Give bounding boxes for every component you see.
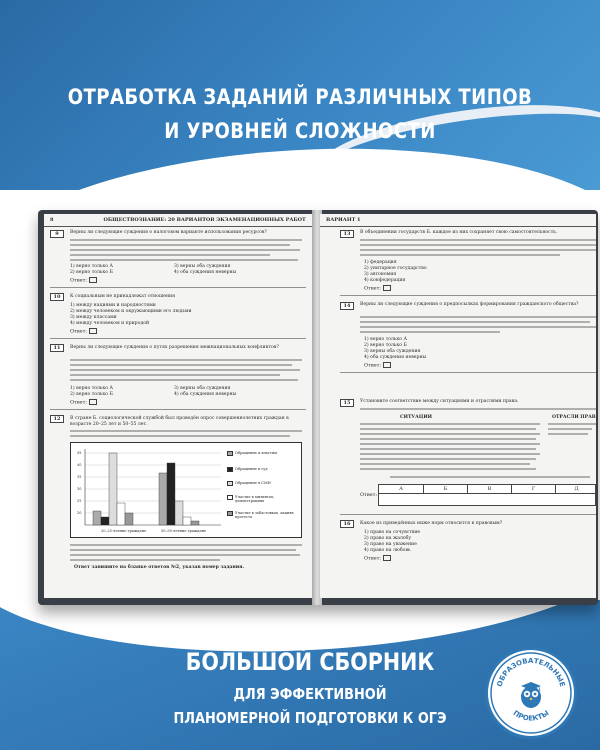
text-line — [360, 423, 540, 425]
answer-field — [364, 362, 391, 369]
legend-entry: Участие в забастовках, акциях протеста — [235, 511, 294, 519]
text-line — [70, 244, 290, 246]
answer-box — [383, 555, 391, 561]
table-letter: Б — [423, 485, 467, 494]
answer-box — [89, 399, 97, 405]
answer-field — [70, 277, 97, 284]
text-line — [360, 453, 540, 455]
text-line — [70, 259, 298, 261]
text-line — [360, 326, 596, 328]
answer-box — [383, 362, 391, 368]
answer-box — [89, 277, 97, 283]
group-label: 50–55-летние граждане — [161, 529, 207, 533]
question-text: Верны ли следующие суждения о налоговом варианте использования ресурсов? — [70, 230, 267, 235]
logo-text-top: ОБРАЗОВАТЕЛЬНЫЕ — [495, 656, 567, 688]
text-line — [70, 544, 302, 546]
right-page — [320, 214, 596, 598]
answer-label: Ответ: — [364, 555, 382, 562]
question-text: Верны ли следующие суждения о предпосылках формирования гражданского общества? — [360, 302, 579, 307]
answer-label: Ответ: — [360, 492, 378, 498]
svg-text:45: 45 — [77, 451, 82, 455]
divider — [340, 514, 596, 515]
legend-entry: Обращение к властям — [235, 451, 277, 455]
legend-swatch — [227, 451, 233, 456]
answer-label: Ответ: — [70, 277, 88, 284]
answer-field — [364, 555, 391, 562]
text-line — [360, 458, 536, 460]
text-line — [70, 374, 280, 376]
page-number: 8 — [50, 217, 54, 223]
option: 3) право на уважение — [364, 542, 417, 547]
footer-title: БОЛЬШОЙ СБОРНИК — [185, 648, 435, 676]
text-line — [360, 331, 500, 333]
option: 1) право на сочувствие — [364, 530, 421, 535]
text-line — [360, 408, 596, 410]
option: 1) верно только А — [70, 386, 114, 391]
text-line — [70, 369, 300, 371]
survey-chart — [70, 442, 302, 538]
text-line — [360, 438, 536, 440]
legend-swatch — [227, 495, 233, 500]
option: 4) оба суждения неверны — [174, 392, 237, 397]
right-page-header — [320, 214, 596, 227]
headline-line-2: И УРОВНЕЙ СЛОЖНОСТИ — [164, 119, 436, 143]
text-line — [360, 239, 596, 241]
option: 3) верны оба суждения — [174, 264, 231, 269]
question-text: В стране Б. социологической службой был проведён опрос совершеннолетних граждан в возрасте 20–25 лет и 50–55 лет. — [70, 416, 289, 427]
option: 3) автономия — [364, 272, 397, 277]
question-text: Какое из приведённых ниже норм относится к правовым? — [360, 521, 503, 526]
svg-text:20: 20 — [77, 511, 82, 515]
option: 2) верно только Б — [70, 392, 113, 397]
divider — [340, 295, 596, 296]
option: 3) верны оба суждения — [174, 386, 231, 391]
option: 2) верно только Б — [70, 270, 113, 275]
text-line — [70, 359, 302, 361]
answer-label: Ответ: — [70, 328, 88, 335]
legend-swatch — [227, 481, 233, 486]
text-line — [70, 254, 270, 256]
question-number: 12 — [50, 415, 64, 423]
text-line — [70, 430, 302, 432]
left-page — [44, 214, 314, 598]
answer-instruction: Ответ запишите на бланке ответов №2, указав номер задания. — [74, 565, 245, 570]
legend-entry: Участие в митингах, демонстрациях — [235, 495, 275, 503]
table-letter: Г — [511, 485, 555, 494]
option: 4) между человеком и природой — [70, 321, 150, 326]
logo-text-bottom: ПРОЕКТЫ — [511, 709, 551, 723]
text-line — [360, 443, 540, 445]
option: 2) верно только Б — [364, 343, 407, 348]
text-line — [360, 321, 590, 323]
text-line — [548, 423, 596, 425]
text-line — [360, 433, 540, 435]
option: 1) федерация — [364, 260, 397, 265]
option: 2) унитарное государство — [364, 266, 427, 271]
column-heading: ОТРАСЛИ ПРАВ — [552, 415, 596, 420]
text-line — [360, 316, 596, 318]
answer-label: Ответ: — [364, 285, 382, 292]
answer-field — [70, 328, 97, 335]
answer-label: Ответ: — [70, 399, 88, 406]
option: 4) оба суждения неверны — [364, 355, 427, 360]
table-letter: Д — [555, 485, 596, 494]
answer-table — [378, 484, 596, 506]
option: 2) между человеком и окружающими его людьми — [70, 309, 192, 314]
bar-chart — [71, 443, 303, 539]
legend-swatch — [227, 511, 233, 516]
group-label: 20–25-летние граждане — [101, 529, 147, 533]
option: 3) верны оба суждения — [364, 349, 421, 354]
svg-text:30: 30 — [77, 487, 82, 491]
question-number: 11 — [50, 344, 64, 352]
publisher-logo — [488, 650, 574, 736]
footer-subtitle-line-1: ДЛЯ ЭФФЕКТИВНОЙ — [233, 685, 387, 703]
text-line — [390, 476, 590, 478]
workbook-spread — [38, 210, 598, 605]
question-number: 14 — [340, 302, 354, 310]
divider — [50, 287, 306, 288]
question-text: К социальным не принадлежат отношения — [70, 294, 175, 299]
option: 4) конфедерация — [364, 278, 406, 283]
question-number: 13 — [340, 230, 354, 238]
text-line — [360, 249, 596, 251]
text-line — [548, 428, 592, 430]
footer-subtitle-line-2: ПЛАНОМЕРНОЙ ПОДГОТОВКИ К ОГЭ — [173, 709, 447, 727]
option: 4) оба суждения неверны — [174, 270, 237, 275]
svg-text:40: 40 — [77, 463, 82, 467]
running-head: ОБЩЕСТВОЗНАНИЕ: 20 ВАРИАНТОВ ЭКЗАМЕНАЦИОННЫХ РАБОТ — [103, 217, 306, 223]
text-line — [70, 239, 302, 241]
text-line — [548, 433, 588, 435]
table-letter: А — [379, 485, 423, 494]
text-line — [360, 428, 536, 430]
text-line — [70, 249, 300, 251]
option: 1) между нациями и народностями — [70, 303, 156, 308]
text-line — [360, 463, 530, 465]
divider — [340, 372, 596, 373]
svg-text:35: 35 — [77, 475, 82, 479]
question-number: 16 — [340, 520, 354, 528]
text-line — [70, 435, 290, 437]
option: 4) право на любовь — [364, 548, 411, 553]
left-page-header — [44, 214, 314, 227]
footer-subtitle — [155, 682, 465, 730]
text-line — [360, 244, 596, 246]
headline-line-1: ОТРАБОТКА ЗАДАНИЙ РАЗЛИЧНЫХ ТИПОВ — [67, 85, 533, 109]
legend-entry: Обращение в суд — [235, 467, 268, 471]
text-line — [360, 448, 536, 450]
divider — [50, 409, 306, 410]
legend-swatch — [227, 467, 233, 472]
question-number: 15 — [340, 399, 354, 407]
headline — [42, 80, 558, 148]
owl-icon — [488, 650, 574, 736]
answer-box — [89, 328, 97, 334]
option: 1) верно только А — [70, 264, 114, 269]
text-line — [360, 468, 536, 470]
text-line — [70, 549, 296, 551]
running-head: ВАРИАНТ 1 — [326, 217, 361, 223]
question-text: Установите соответствие между ситуациями и отраслями права. — [360, 399, 519, 404]
option: 1) верно только А — [364, 337, 408, 342]
text-line — [70, 559, 220, 561]
svg-text:ПРОЕКТЫ — [512, 709, 551, 723]
answer-box — [383, 285, 391, 291]
option: 2) право на жалобу — [364, 536, 412, 541]
text-line — [70, 554, 300, 556]
divider — [50, 338, 306, 339]
question-text: В объединении государств Б. каждое из них сохраняет свою самостоятельность. — [360, 230, 558, 235]
column-heading: СИТУАЦИИ — [400, 415, 433, 420]
question-number: 10 — [50, 293, 64, 301]
question-text: Верны ли следующие суждения о путях разрешения межнациональных конфликтов? — [70, 345, 279, 350]
answer-field — [70, 399, 97, 406]
text-line — [70, 379, 298, 381]
text-line — [70, 364, 292, 366]
answer-field — [364, 285, 391, 292]
svg-text:25: 25 — [77, 499, 82, 503]
table-letter: В — [467, 485, 511, 494]
legend-entry: Обращение в СМИ — [235, 481, 271, 485]
option: 3) между классами — [70, 315, 117, 320]
question-number: 9 — [50, 230, 64, 238]
text-line — [360, 254, 560, 256]
answer-label: Ответ: — [364, 362, 382, 369]
